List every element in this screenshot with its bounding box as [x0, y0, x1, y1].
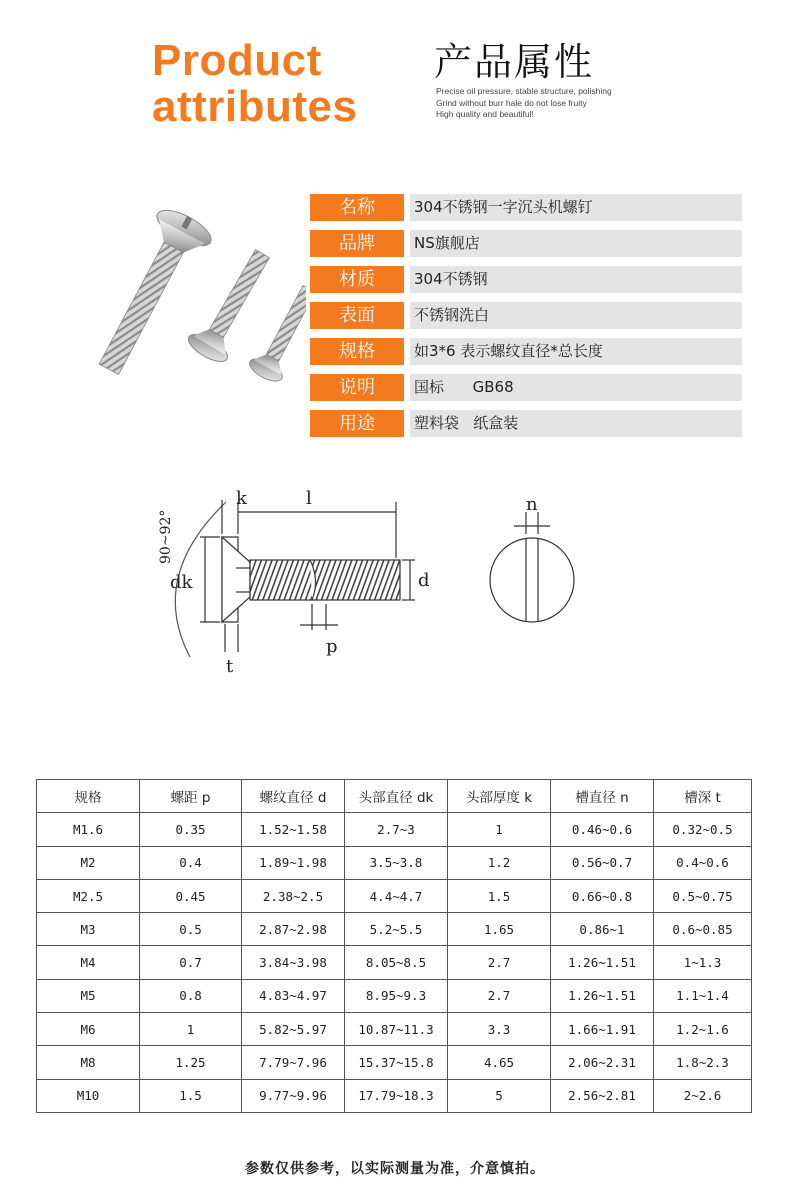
- table-row: [37, 1013, 752, 1046]
- table-cell: 1.52~1.58: [242, 813, 345, 846]
- table-cell: 5.82~5.97: [242, 1013, 345, 1046]
- spec-table: [36, 779, 752, 1113]
- title-english: [152, 38, 357, 130]
- table-cell: M2: [37, 846, 140, 879]
- table-cell: 0.4: [140, 846, 242, 879]
- table-row: [37, 1079, 752, 1112]
- attribute-value: 如3*6 表示螺纹直径*总长度: [410, 338, 742, 365]
- table-cell: 1.26~1.51: [551, 946, 654, 979]
- attribute-key: 材质: [310, 266, 404, 293]
- table-cell: 0.66~0.8: [551, 879, 654, 912]
- subtitle: [436, 86, 612, 121]
- spec-table-body: [37, 813, 752, 1113]
- table-cell: M1.6: [37, 813, 140, 846]
- label-dk: dk: [170, 572, 193, 593]
- table-cell: 1.2: [448, 846, 551, 879]
- attribute-value: 不锈钢洗白: [410, 302, 742, 329]
- attribute-row-brand: [310, 230, 742, 257]
- table-row: [37, 913, 752, 946]
- table-cell: 5: [448, 1079, 551, 1112]
- table-cell: 15.37~15.8: [345, 1046, 448, 1079]
- table-cell: 2.06~2.31: [551, 1046, 654, 1079]
- table-cell: 0.86~1: [551, 913, 654, 946]
- table-cell: 7.79~7.96: [242, 1046, 345, 1079]
- attribute-value: 304不锈钢一字沉头机螺钉: [410, 194, 742, 221]
- attribute-key: 名称: [310, 194, 404, 221]
- table-cell: 0.35: [140, 813, 242, 846]
- subtitle-line-3: High quality and beautiful!: [436, 109, 534, 119]
- table-cell: 0.5~0.75: [654, 879, 752, 912]
- table-cell: 1.5: [448, 879, 551, 912]
- table-cell: 1.26~1.51: [551, 979, 654, 1012]
- table-cell: 1~1.3: [654, 946, 752, 979]
- attribute-value: 国标 GB68: [410, 374, 742, 401]
- table-cell: M3: [37, 913, 140, 946]
- table-cell: 2.7: [448, 946, 551, 979]
- table-cell: 1.65: [448, 913, 551, 946]
- table-cell: 8.05~8.5: [345, 946, 448, 979]
- table-cell: 0.56~0.7: [551, 846, 654, 879]
- label-angle: 90~92°: [158, 509, 174, 564]
- table-cell: M8: [37, 1046, 140, 1079]
- label-k: k: [236, 488, 247, 509]
- table-row: [37, 846, 752, 879]
- table-cell: 0.8: [140, 979, 242, 1012]
- table-cell: M10: [37, 1079, 140, 1112]
- attribute-value: 304不锈钢: [410, 266, 742, 293]
- table-cell: 2.38~2.5: [242, 879, 345, 912]
- table-cell: 0.32~0.5: [654, 813, 752, 846]
- attribute-key: 品牌: [310, 230, 404, 257]
- table-cell: 4.4~4.7: [345, 879, 448, 912]
- attribute-key: 用途: [310, 410, 404, 437]
- label-n: n: [526, 494, 538, 515]
- table-cell: 1: [448, 813, 551, 846]
- attribute-row-spec: [310, 338, 742, 365]
- subtitle-line-2: Grind without burr hale do not lose fruity: [436, 97, 587, 108]
- table-cell: 0.4~0.6: [654, 846, 752, 879]
- table-cell: M4: [37, 946, 140, 979]
- attribute-row-name: [310, 194, 742, 221]
- table-cell: 2.7~3: [345, 813, 448, 846]
- label-d: d: [418, 570, 430, 591]
- screws-photo-icon: [56, 190, 306, 400]
- attribute-key: 规格: [310, 338, 404, 365]
- table-cell: 0.5: [140, 913, 242, 946]
- table-cell: 1.1~1.4: [654, 979, 752, 1012]
- table-cell: M5: [37, 979, 140, 1012]
- header-head-diameter: 头部直径 dk: [345, 780, 448, 813]
- title-chinese: 产品属性: [434, 40, 595, 84]
- label-t: t: [226, 656, 234, 677]
- table-cell: 8.95~9.3: [345, 979, 448, 1012]
- label-p: p: [326, 636, 338, 657]
- table-cell: M2.5: [37, 879, 140, 912]
- table-cell: 2.87~2.98: [242, 913, 345, 946]
- table-cell: 2.7: [448, 979, 551, 1012]
- attribute-row-usage: [310, 410, 742, 437]
- screw-technical-drawing-icon: [140, 482, 600, 682]
- attribute-row-material: [310, 266, 742, 293]
- attribute-row-note: [310, 374, 742, 401]
- table-cell: 5.2~5.5: [345, 913, 448, 946]
- table-row: [37, 979, 752, 1012]
- header-head-thickness: 头部厚度 k: [448, 780, 551, 813]
- table-cell: 1.8~2.3: [654, 1046, 752, 1079]
- header-slot-depth: 槽深 t: [654, 780, 752, 813]
- header-slot-width: 槽直径 n: [551, 780, 654, 813]
- table-cell: M6: [37, 1013, 140, 1046]
- table-cell: 17.79~18.3: [345, 1079, 448, 1112]
- table-cell: 3.84~3.98: [242, 946, 345, 979]
- table-cell: 2~2.6: [654, 1079, 752, 1112]
- table-cell: 0.46~0.6: [551, 813, 654, 846]
- table-cell: 1.66~1.91: [551, 1013, 654, 1046]
- table-cell: 4.83~4.97: [242, 979, 345, 1012]
- table-row: [37, 879, 752, 912]
- attribute-row-surface: [310, 302, 742, 329]
- attribute-value: 塑料袋 纸盒装: [410, 410, 742, 437]
- table-cell: 1.2~1.6: [654, 1013, 752, 1046]
- table-cell: 2.56~2.81: [551, 1079, 654, 1112]
- table-cell: 1.5: [140, 1079, 242, 1112]
- header-spec: 规格: [37, 780, 140, 813]
- header-pitch: 螺距 p: [140, 780, 242, 813]
- spec-table-header-row: [37, 780, 752, 813]
- table-cell: 0.6~0.85: [654, 913, 752, 946]
- table-cell: 1.25: [140, 1046, 242, 1079]
- table-cell: 0.7: [140, 946, 242, 979]
- attribute-table: [310, 194, 742, 446]
- table-row: [37, 813, 752, 846]
- label-l: l: [306, 488, 312, 509]
- attribute-key: 表面: [310, 302, 404, 329]
- subtitle-line-1: Precise oil pressure, stable structure, polishing: [436, 86, 612, 96]
- table-cell: 1: [140, 1013, 242, 1046]
- table-row: [37, 946, 752, 979]
- table-cell: 10.87~11.3: [345, 1013, 448, 1046]
- header-thread-diameter: 螺纹直径 d: [242, 780, 345, 813]
- table-cell: 0.45: [140, 879, 242, 912]
- attribute-key: 说明: [310, 374, 404, 401]
- footnote: 参数仅供参考，以实际测量为准，介意慎拍。: [245, 1161, 545, 1177]
- table-cell: 3.3: [448, 1013, 551, 1046]
- table-cell: 3.5~3.8: [345, 846, 448, 879]
- table-cell: 9.77~9.96: [242, 1079, 345, 1112]
- table-row: [37, 1046, 752, 1079]
- title-english-line1: Product: [152, 36, 322, 85]
- attribute-value: NS旗舰店: [410, 230, 742, 257]
- table-cell: 4.65: [448, 1046, 551, 1079]
- title-english-line2: attributes: [152, 82, 358, 131]
- table-cell: 1.89~1.98: [242, 846, 345, 879]
